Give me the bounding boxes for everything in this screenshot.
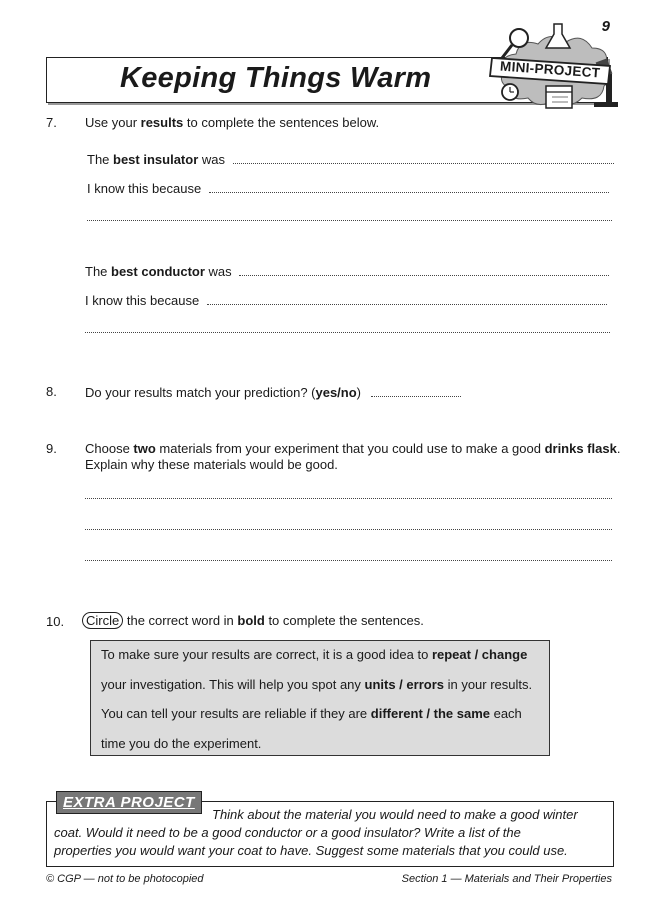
q9-text: Choose two materials from your experiment that you could use to make a good drinks flask.: [85, 441, 621, 456]
box-sentence-2: your investigation. This will help you spot any units / errors in your results.: [101, 677, 533, 692]
footer-copyright: © CGP — not to be photocopied: [46, 873, 204, 885]
answer-line[interactable]: [85, 517, 612, 530]
page-title: Keeping Things Warm: [120, 62, 432, 94]
q8-text: Do your results match your prediction? (yes/no): [85, 384, 461, 400]
option-units-errors[interactable]: units / errors: [364, 677, 444, 692]
conductor-extra-line: [85, 320, 610, 336]
extra-project-line-3: properties you would want your coat to have. Suggest some materials that you could use.: [54, 843, 568, 858]
mini-project-label: MINI-PROJECT: [499, 58, 601, 81]
q7-number: 7.: [46, 115, 57, 130]
answer-line[interactable]: [87, 208, 612, 221]
best-insulator-line: The best insulator was: [87, 151, 614, 167]
mini-project-badge: [478, 18, 628, 118]
answer-line[interactable]: [85, 320, 610, 333]
insulator-extra-line: [87, 208, 612, 224]
extra-project-label: EXTRA PROJECT: [56, 791, 202, 814]
box-sentence-3: You can tell your results are reliable if they are different / the same each: [101, 706, 522, 721]
option-different-same[interactable]: different / the same: [370, 706, 490, 721]
answer-line[interactable]: [85, 486, 612, 499]
answer-line[interactable]: [85, 548, 612, 561]
circle-the-word-box: [90, 640, 550, 756]
answer-line[interactable]: [239, 263, 609, 276]
q9-text-line2: Explain why these materials would be good.: [85, 457, 338, 472]
box-sentence-1: To make sure your results are correct, it is a good idea to repeat / change: [101, 647, 528, 662]
q7-intro: Use your results to complete the sentences below.: [85, 115, 380, 130]
q8-number: 8.: [46, 384, 57, 399]
circle-word: Circle: [82, 612, 123, 629]
extra-project-line-1: Think about the material you would need to make a good winter: [212, 807, 578, 822]
insulator-because-line: I know this because: [87, 180, 609, 196]
answer-line[interactable]: [371, 384, 461, 397]
q9-number: 9.: [46, 441, 57, 456]
answer-line[interactable]: [233, 151, 614, 164]
option-repeat-change[interactable]: repeat / change: [431, 647, 528, 662]
q10-text: Circle the correct word in bold to complete the sentences.: [82, 613, 424, 628]
q10-number: 10.: [46, 614, 65, 629]
q9-answer-1: [85, 486, 612, 502]
q9-answer-2: [85, 517, 612, 533]
box-sentence-4: time you do the experiment.: [101, 736, 262, 751]
best-conductor-line: The best conductor was: [85, 263, 609, 279]
answer-line[interactable]: [207, 292, 607, 305]
extra-project-line-2: coat. Would it need to be a good conductor or a good insulator? Write a list of the: [54, 825, 521, 840]
answer-line[interactable]: [209, 180, 609, 193]
page-number: 9: [601, 18, 610, 35]
conductor-because-line: I know this because: [85, 292, 607, 308]
footer-section: Section 1 — Materials and Their Properties: [401, 873, 612, 885]
q9-answer-3: [85, 548, 612, 564]
